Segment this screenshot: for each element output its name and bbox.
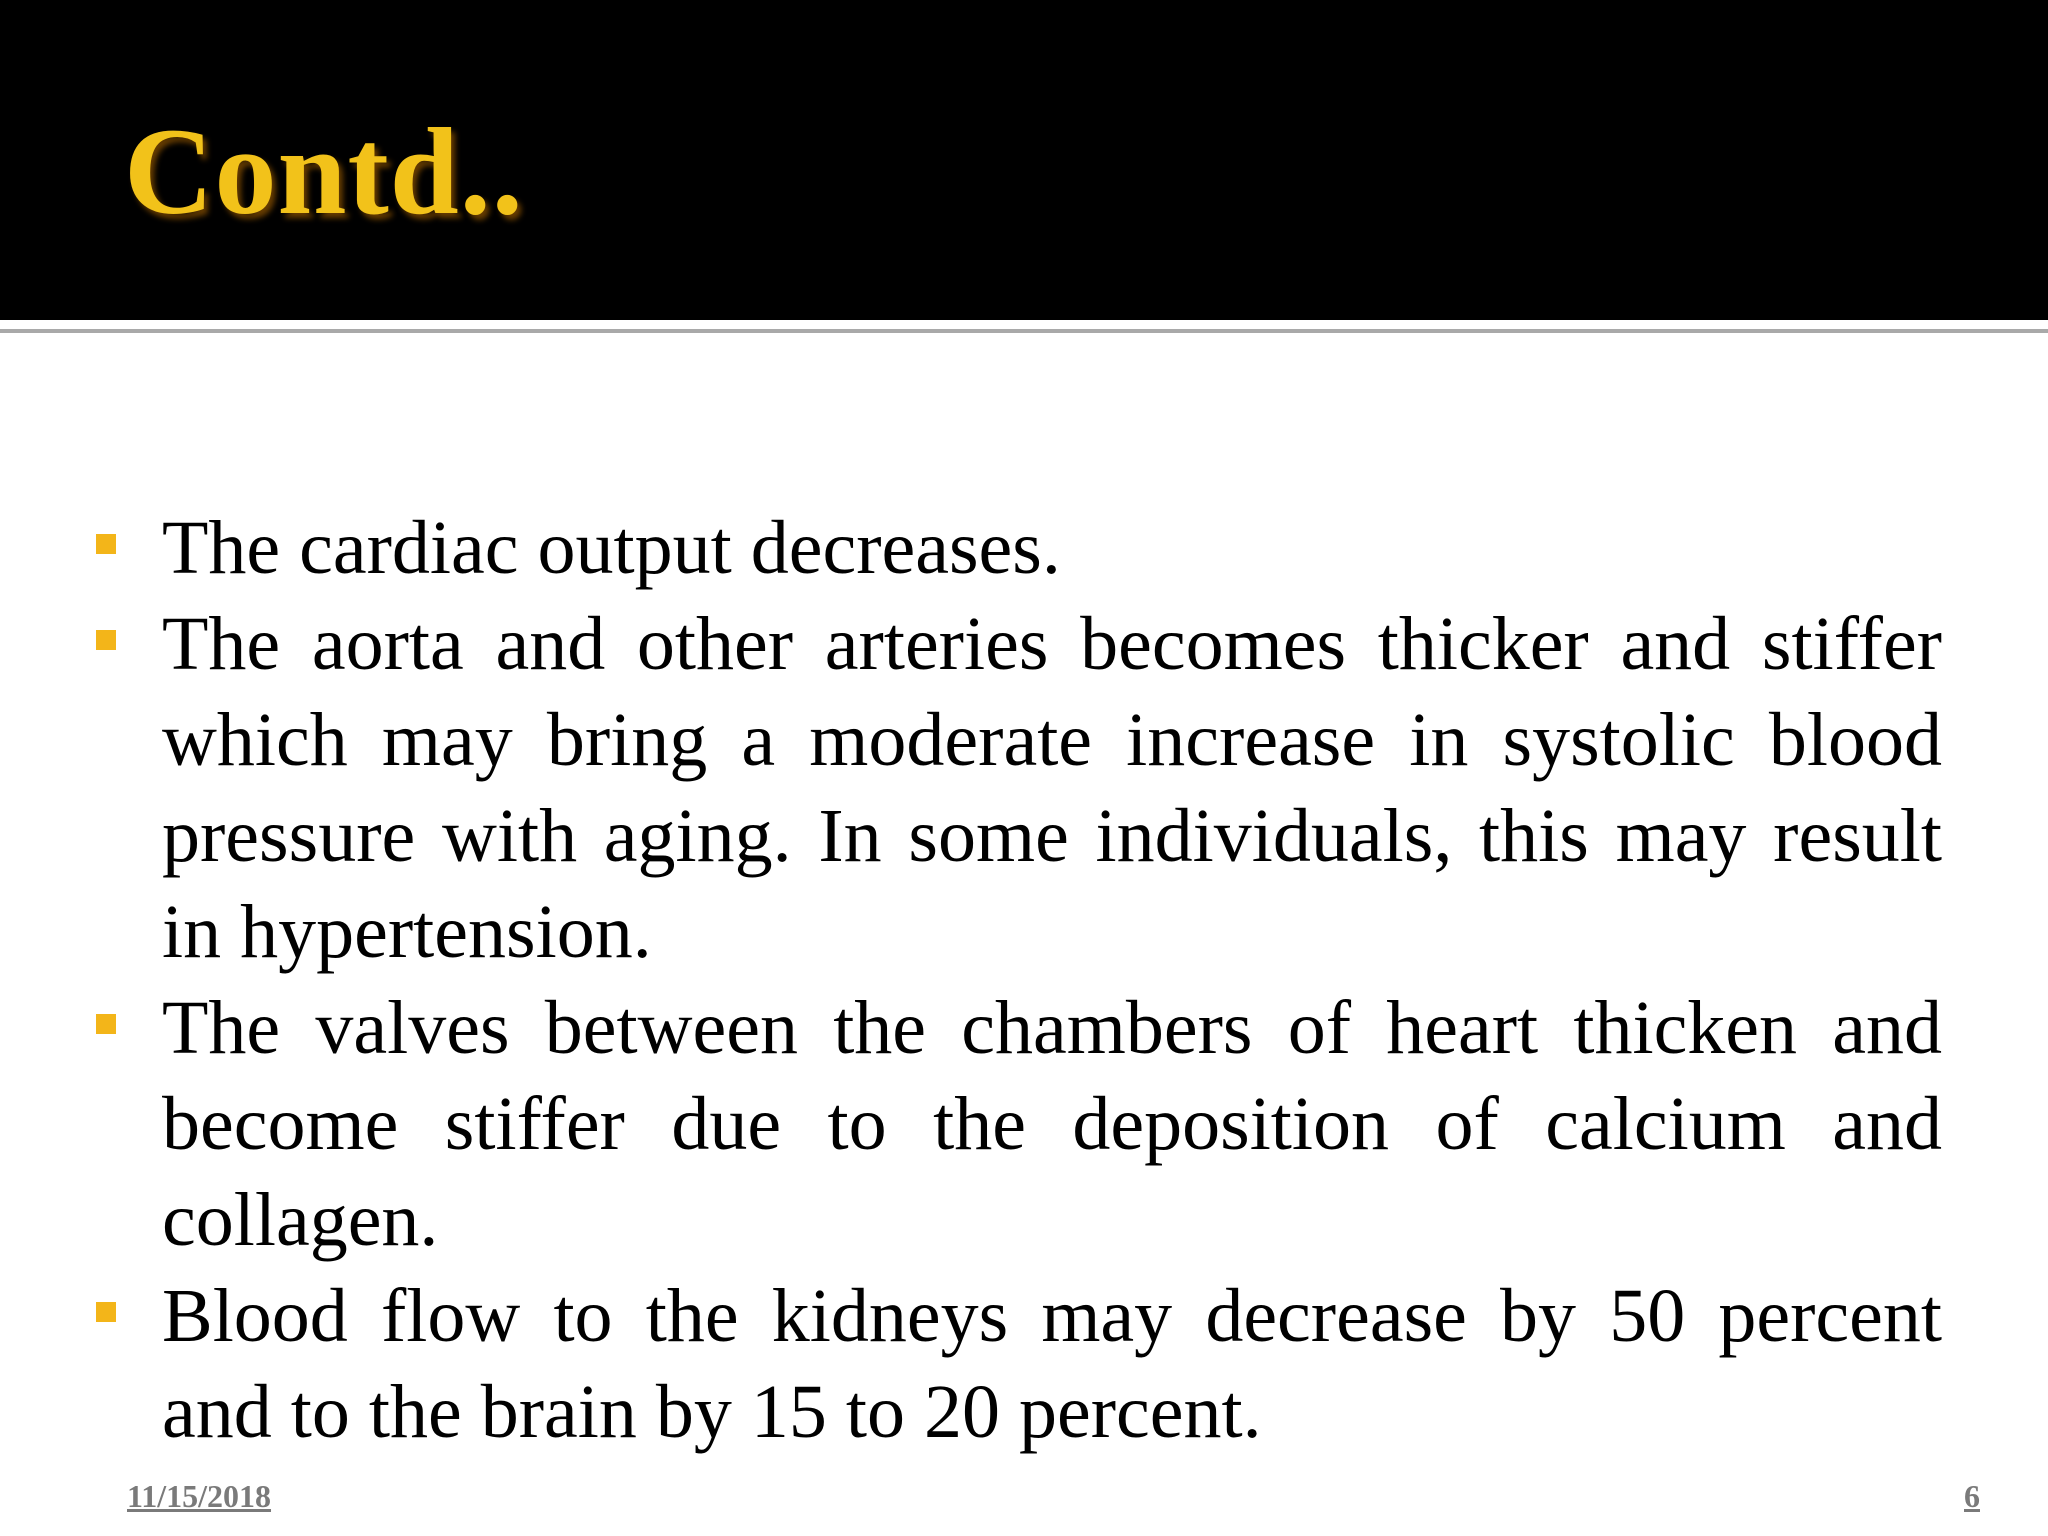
bullet-item bbox=[90, 980, 1942, 1268]
bullet-text: The cardiac output decreases. bbox=[162, 506, 1061, 590]
title-divider bbox=[0, 329, 2048, 333]
title-bar bbox=[0, 0, 2048, 320]
square-bullet-icon bbox=[96, 534, 116, 554]
bullet-list bbox=[90, 500, 1942, 1460]
slide-page-number: 6 bbox=[1964, 1478, 1980, 1514]
bullet-item bbox=[90, 500, 1942, 596]
bullet-item bbox=[90, 1268, 1942, 1460]
bullet-item bbox=[90, 596, 1942, 980]
square-bullet-icon bbox=[96, 1014, 116, 1034]
square-bullet-icon bbox=[96, 630, 116, 650]
bullet-text: The aorta and other arteries becomes thicker and stiffer which may bring a moderate increase in systolic blood pressure with aging. In some individuals, this may result in hypertension. bbox=[162, 602, 1942, 974]
bullet-text: Blood flow to the kidneys may decrease by 50 percent and to the brain by 15 to 20 percent. bbox=[162, 1274, 1942, 1454]
slide-title: Contd.. bbox=[124, 103, 524, 240]
square-bullet-icon bbox=[96, 1302, 116, 1322]
bullet-text: The valves between the chambers of heart thicken and become stiffer due to the deposition of calcium and collagen. bbox=[162, 986, 1942, 1262]
footer-date: 11/15/2018 bbox=[127, 1478, 272, 1514]
